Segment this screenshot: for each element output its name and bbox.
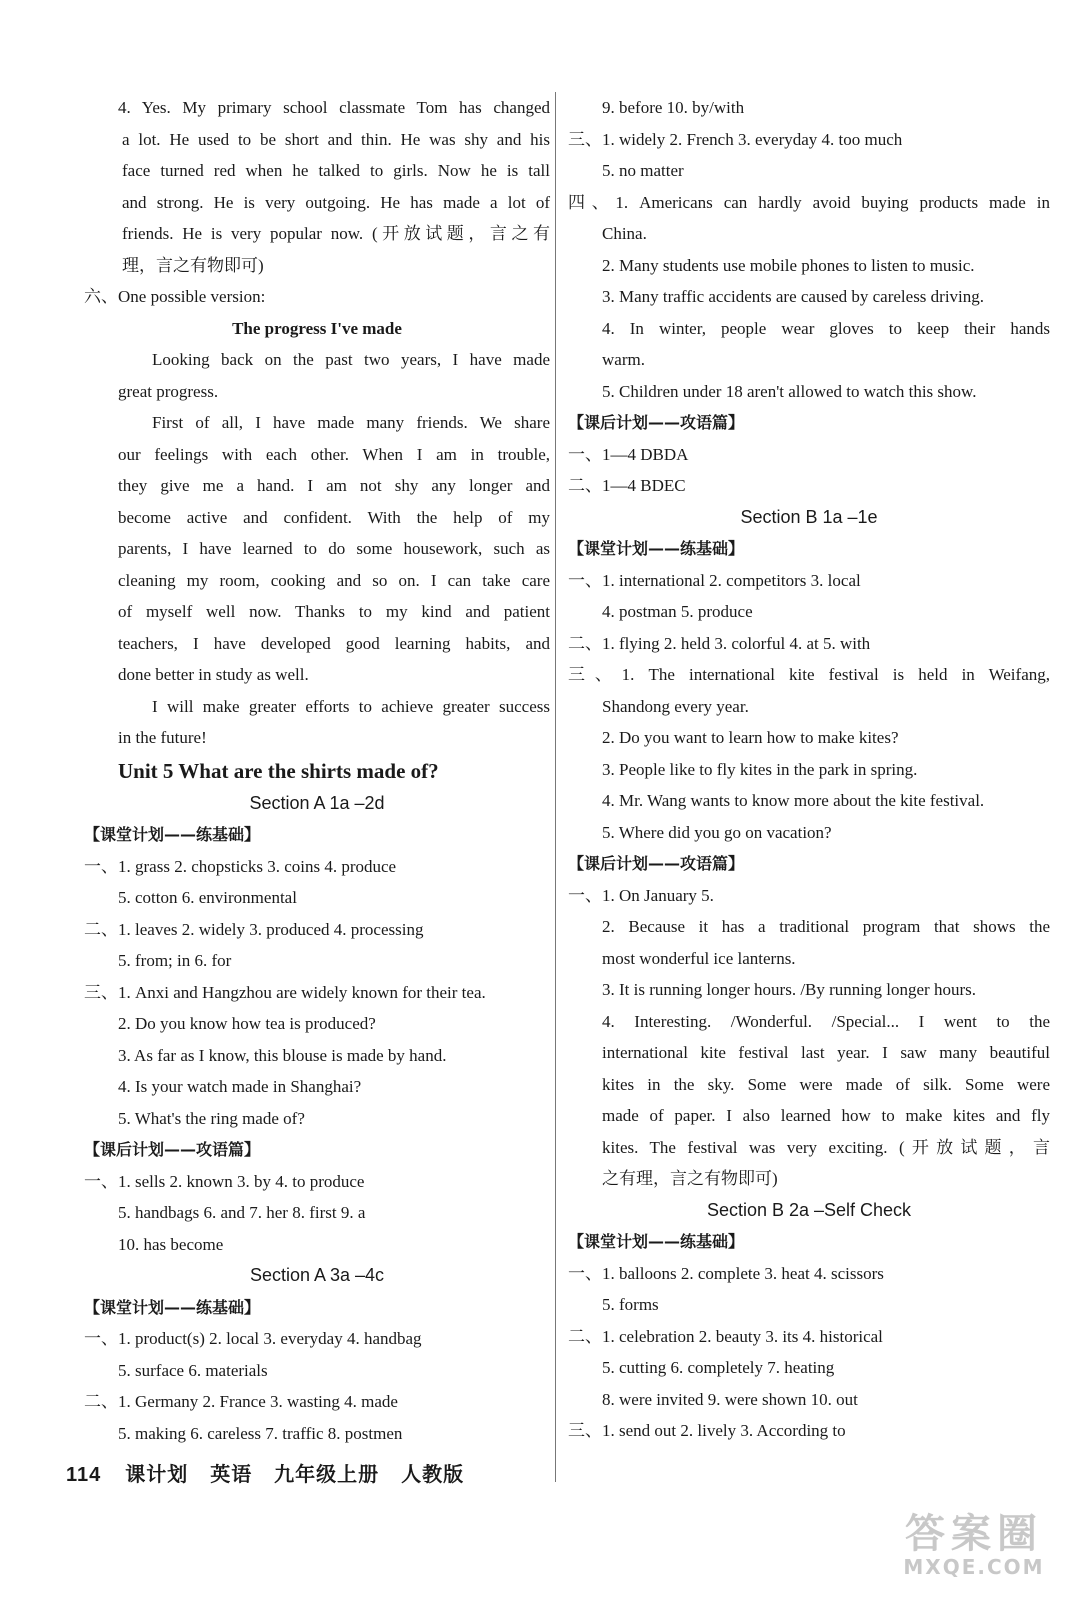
answer-line: friends. He is very popular now. (开放试题，言之有 — [122, 224, 550, 243]
answer-line: 2. Because it has a traditional program that shows the — [602, 917, 1050, 936]
answer-line: 二、1. Germany 2. France 3. wasting 4. made — [84, 1392, 398, 1411]
section-heading: Section A 3a –4c — [249, 1265, 385, 1285]
answer-line: 二、1—4 BDEC — [568, 476, 686, 495]
answer-line: 5. What's the ring made of? — [118, 1108, 305, 1128]
answer-line: international kite festival last year. I saw many beautiful — [602, 1043, 1050, 1062]
answer-line: 三、1. Anxi and Hangzhou are widely known for their tea. — [84, 982, 486, 1002]
answer-line: 一、1. sells 2. known 3. by 4. to produce — [84, 1171, 365, 1191]
answer-line: 2. Do you know how tea is produced? — [118, 1014, 376, 1033]
edition: 人教版 — [401, 1462, 465, 1486]
page-footer — [66, 1458, 478, 1487]
answer-line: 4. Is your watch made in Shanghai? — [118, 1077, 362, 1096]
subject: 英语 — [210, 1462, 253, 1486]
answer-line: 二、1. flying 2. held 3. colorful 4. at 5. with — [568, 633, 871, 653]
essay-line: great progress. — [118, 381, 219, 401]
answer-line: 三、1. The international kite festival is held in Weifang, — [568, 665, 1050, 684]
essay-line: parents, I have learned to do some housework, such as — [118, 539, 550, 558]
answer-line: 5. Where did you go on vacation? — [602, 822, 832, 842]
answer-line: kites. The festival was very exciting. (开放试题，言 — [602, 1137, 1050, 1157]
answer-line: 2. Do you want to learn how to make kites? — [602, 728, 899, 747]
answer-line: 5. forms — [602, 1295, 659, 1314]
answer-line: 四、1. Americans can hardly avoid buying products made in — [568, 192, 1050, 212]
practice-tag: 【课后计划——攻语篇】 — [84, 1140, 261, 1159]
essay-body — [84, 344, 550, 754]
answer-line: 4. Mr. Wang wants to know more about the kite festival. — [602, 791, 985, 810]
answer-line: 一、1. grass 2. chopsticks 3. coins 4. produce — [84, 856, 397, 876]
answer-line: Shandong every year. — [602, 696, 749, 716]
answer-line: 5. no matter — [602, 161, 684, 180]
column-divider — [555, 92, 556, 1482]
section-heading: Section A 1a –2d — [249, 792, 385, 813]
question-label: 六、One possible version: — [84, 287, 266, 306]
answer-line: 一、1. international 2. competitors 3. local — [568, 570, 861, 590]
essay-line: done better in study as well. — [118, 665, 309, 684]
answer-line: 一、1. On January 5. — [568, 885, 714, 905]
answer-line: 5. surface 6. materials — [118, 1360, 268, 1380]
answer-line: 4. In winter, people wear gloves to keep their hands — [602, 318, 1050, 338]
answer-line: 之有理，言之有物即可) — [602, 1169, 778, 1188]
site-watermark — [879, 1512, 1069, 1582]
essay-line: cleaning my room, cooking and so on. I can take care — [118, 570, 550, 590]
practice-tag: 【课堂计划——练基础】 — [568, 539, 745, 558]
answer-line: 3. As far as I know, this blouse is made by hand. — [118, 1045, 447, 1065]
essay-line: First of all, I have made many friends. We share — [152, 413, 550, 432]
essay-line: Looking back on the past two years, I have made — [152, 350, 550, 369]
answer-line: made of paper. I also learned how to make kites and fly — [602, 1106, 1050, 1125]
answer-line: 4. postman 5. produce — [602, 602, 753, 621]
practice-tag: 【课堂计划——练基础】 — [84, 1297, 261, 1317]
answer-line: 三、1. widely 2. French 3. everyday 4. too much — [568, 129, 903, 149]
answer-line: 4. Interesting. /Wonderful. /Special... I went to the — [602, 1011, 1050, 1031]
section-heading: Section B 1a –1e — [740, 506, 878, 527]
practice-tag: 【课后计划——攻语篇】 — [568, 413, 745, 432]
answer-line: 5. making 6. careless 7. traffic 8. postmen — [118, 1423, 403, 1443]
essay-line: they give me a hand. I am not shy any longer and — [118, 476, 550, 495]
answer-line: 3. Many traffic accidents are caused by careless driving. — [602, 287, 985, 306]
answer-line: 5. from; in 6. for — [118, 951, 232, 970]
answer-line: 4. Yes. My primary school classmate Tom has changed — [118, 98, 550, 117]
left-column — [84, 92, 550, 1449]
answer-line: 2. Many students use mobile phones to listen to music. — [602, 255, 975, 275]
answer-line: 5. cotton 6. environmental — [118, 888, 297, 907]
answer-line: China. — [602, 224, 647, 243]
answer-line: 10. has become — [118, 1234, 224, 1254]
answer-line: 一、1. balloons 2. complete 3. heat 4. scissors — [568, 1263, 884, 1283]
essay-line: in the future! — [118, 728, 207, 747]
practice-tag: 【课后计划——攻语篇】 — [568, 854, 745, 873]
answer-line: 8. were invited 9. were shown 10. out — [602, 1389, 858, 1409]
answer-line: 3. People like to fly kites in the park in spring. — [602, 759, 918, 779]
essay-line: teachers, I have developed good learning habits, and — [118, 633, 550, 653]
answer-line: 5. Children under 18 aren't allowed to watch this show. — [602, 381, 977, 401]
answer-line: 5. cutting 6. completely 7. heating — [602, 1358, 835, 1377]
answer-line: a lot. He used to be short and thin. He was shy and his — [122, 129, 550, 149]
answer-line: face turned red when he talked to girls. Now he is tall — [122, 161, 550, 180]
grade: 九年级上册 — [274, 1462, 380, 1486]
practice-tag: 【课堂计划——练基础】 — [84, 825, 261, 844]
answer-line: 9. before 10. by/with — [602, 98, 745, 117]
page-number: 114 — [66, 1464, 102, 1486]
essay-line: our feelings with each other. When I am in trouble, — [118, 444, 550, 464]
answer-line: kites in the sky. Some were made of silk. Some were — [602, 1074, 1050, 1094]
answer-line: 二、1. leaves 2. widely 3. produced 4. processing — [84, 919, 424, 939]
essay-line: of myself well now. Thanks to my kind and patient — [118, 602, 550, 621]
right-column — [568, 92, 1050, 1447]
essay-title: The progress I've made — [232, 318, 402, 338]
essay-line: become active and confident. With the help of my — [118, 507, 550, 527]
answer-line: 一、1. product(s) 2. local 3. everyday 4. handbag — [84, 1329, 422, 1348]
unit-title: Unit 5 What are the shirts made of? — [118, 758, 439, 783]
answer-line: 3. It is running longer hours. /By running longer hours. — [602, 980, 976, 999]
answer-line: 二、1. celebration 2. beauty 3. its 4. historical — [568, 1326, 883, 1346]
book-name: 课计划 — [125, 1462, 189, 1486]
essay-line: I will make greater efforts to achieve greater success — [152, 696, 550, 716]
watermark-url: MXQE.COM — [903, 1555, 1045, 1579]
answer-line: 理，言之有物即可) — [122, 255, 264, 275]
section-heading: Section B 2a –Self Check — [706, 1199, 912, 1220]
answer-line: 三、1. send out 2. lively 3. According to — [568, 1421, 846, 1440]
answer-line: warm. — [602, 350, 645, 369]
answer-line: most wonderful ice lanterns. — [602, 948, 796, 968]
answer-line: 5. handbags 6. and 7. her 8. first 9. a — [118, 1203, 366, 1222]
practice-tag: 【课堂计划——练基础】 — [568, 1232, 745, 1251]
answer-line: and strong. He is very outgoing. He has made a lot of — [122, 192, 550, 212]
answer-line: 一、1—4 DBDA — [568, 444, 689, 464]
watermark-logo: 答案圈 — [905, 1511, 1043, 1557]
